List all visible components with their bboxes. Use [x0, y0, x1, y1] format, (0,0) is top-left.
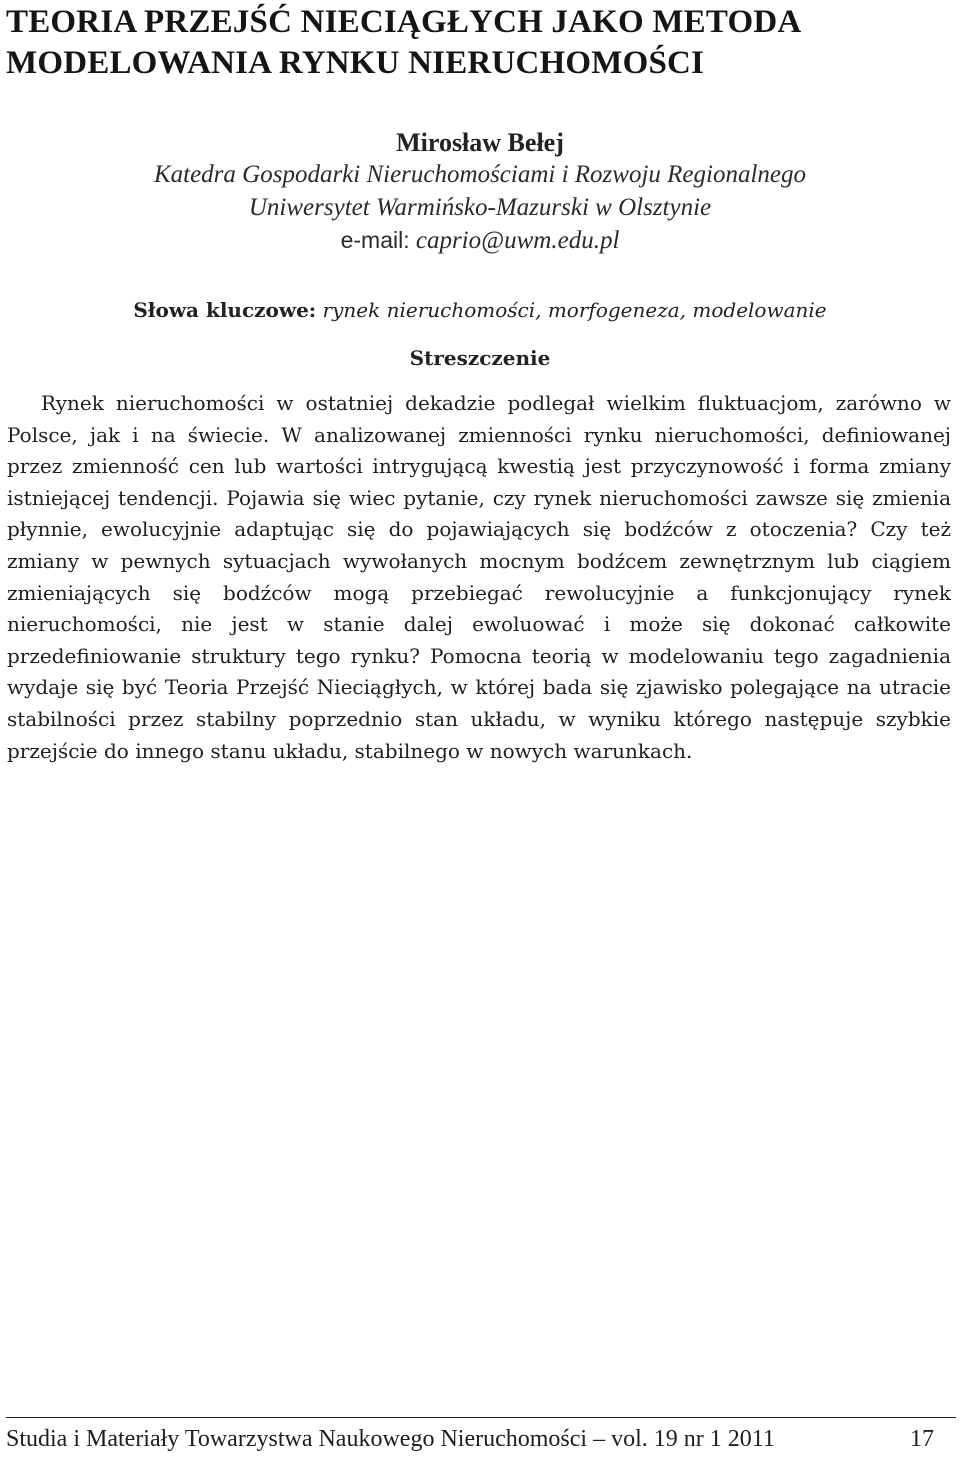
abstract-text: Rynek nieruchomości w ostatniej dekadzie podlegał wielkim fluktuacjom, zarówno w Polsce, jak i na świecie. W analizowanej zmienności rynku nieruchomości, definiowanej przez zmienność cen lub wartości intrygującą kwestią jest przyczynowość i forma zmiany istniejącej tendencji. Pojawia się wiec pytanie, czy rynek nieruchomości zawsze się zmienia płynnie, ewolucyjnie adaptując się do pojawiających się bodźców z otoczenia? Czy też zmiany w pewnych sytuacjach wywołanych mocnym bodźcem zewnętrznym lub ciągiem zmieniających się bodźców mogą przebiegać rewolucyjnie a funkcjonujący rynek nieruchomości, nie jest w stanie dalej ewoluować i może się dokonać całkowite przedefiniowanie struktury tego rynku? Pomocna teorią w modelowaniu tego zagadnienia wydaje się być Teoria Przejść Nieciągłych, w której bada się zjawisko polegające na utracie stabilności przez stabilny poprzednio stan układu, w wyniku którego następuje szybkie przejście do innego stanu układu, stabilnego w nowych warunkach. [7, 391, 951, 763]
abstract-heading: Streszczenie [409, 346, 551, 370]
author-email-line [0, 224, 960, 257]
title-line: MODELOWANIA RYNKU NIERUCHOMOŚCI [6, 45, 705, 81]
footer-divider [6, 1417, 956, 1418]
affiliation-university: Uniwersytet Warmińsko-Mazurski w Olsztynie [248, 194, 712, 221]
author-name: Mirosław Bełej [396, 128, 564, 157]
keywords [0, 294, 960, 326]
author-email: caprio@uwm.edu.pl [415, 227, 620, 254]
title-line: TEORIA PRZEJŚĆ NIECIĄGŁYCH JAKO METODA [6, 4, 802, 40]
keywords-list: rynek nieruchomości, morfogeneza, modelowanie [322, 298, 827, 322]
page-number: 17 [910, 1426, 934, 1452]
keywords-label: Słowa kluczowe: [133, 298, 317, 322]
email-label: e-mail: [340, 227, 410, 253]
journal-citation: Studia i Materiały Towarzystwa Naukowego Nieruchomości – vol. 19 nr 1 2011 [6, 1426, 775, 1452]
affiliation-department: Katedra Gospodarki Nieruchomościami i Rozwoju Regionalnego [153, 161, 807, 188]
author-block [0, 128, 960, 257]
paper-title [6, 2, 954, 84]
